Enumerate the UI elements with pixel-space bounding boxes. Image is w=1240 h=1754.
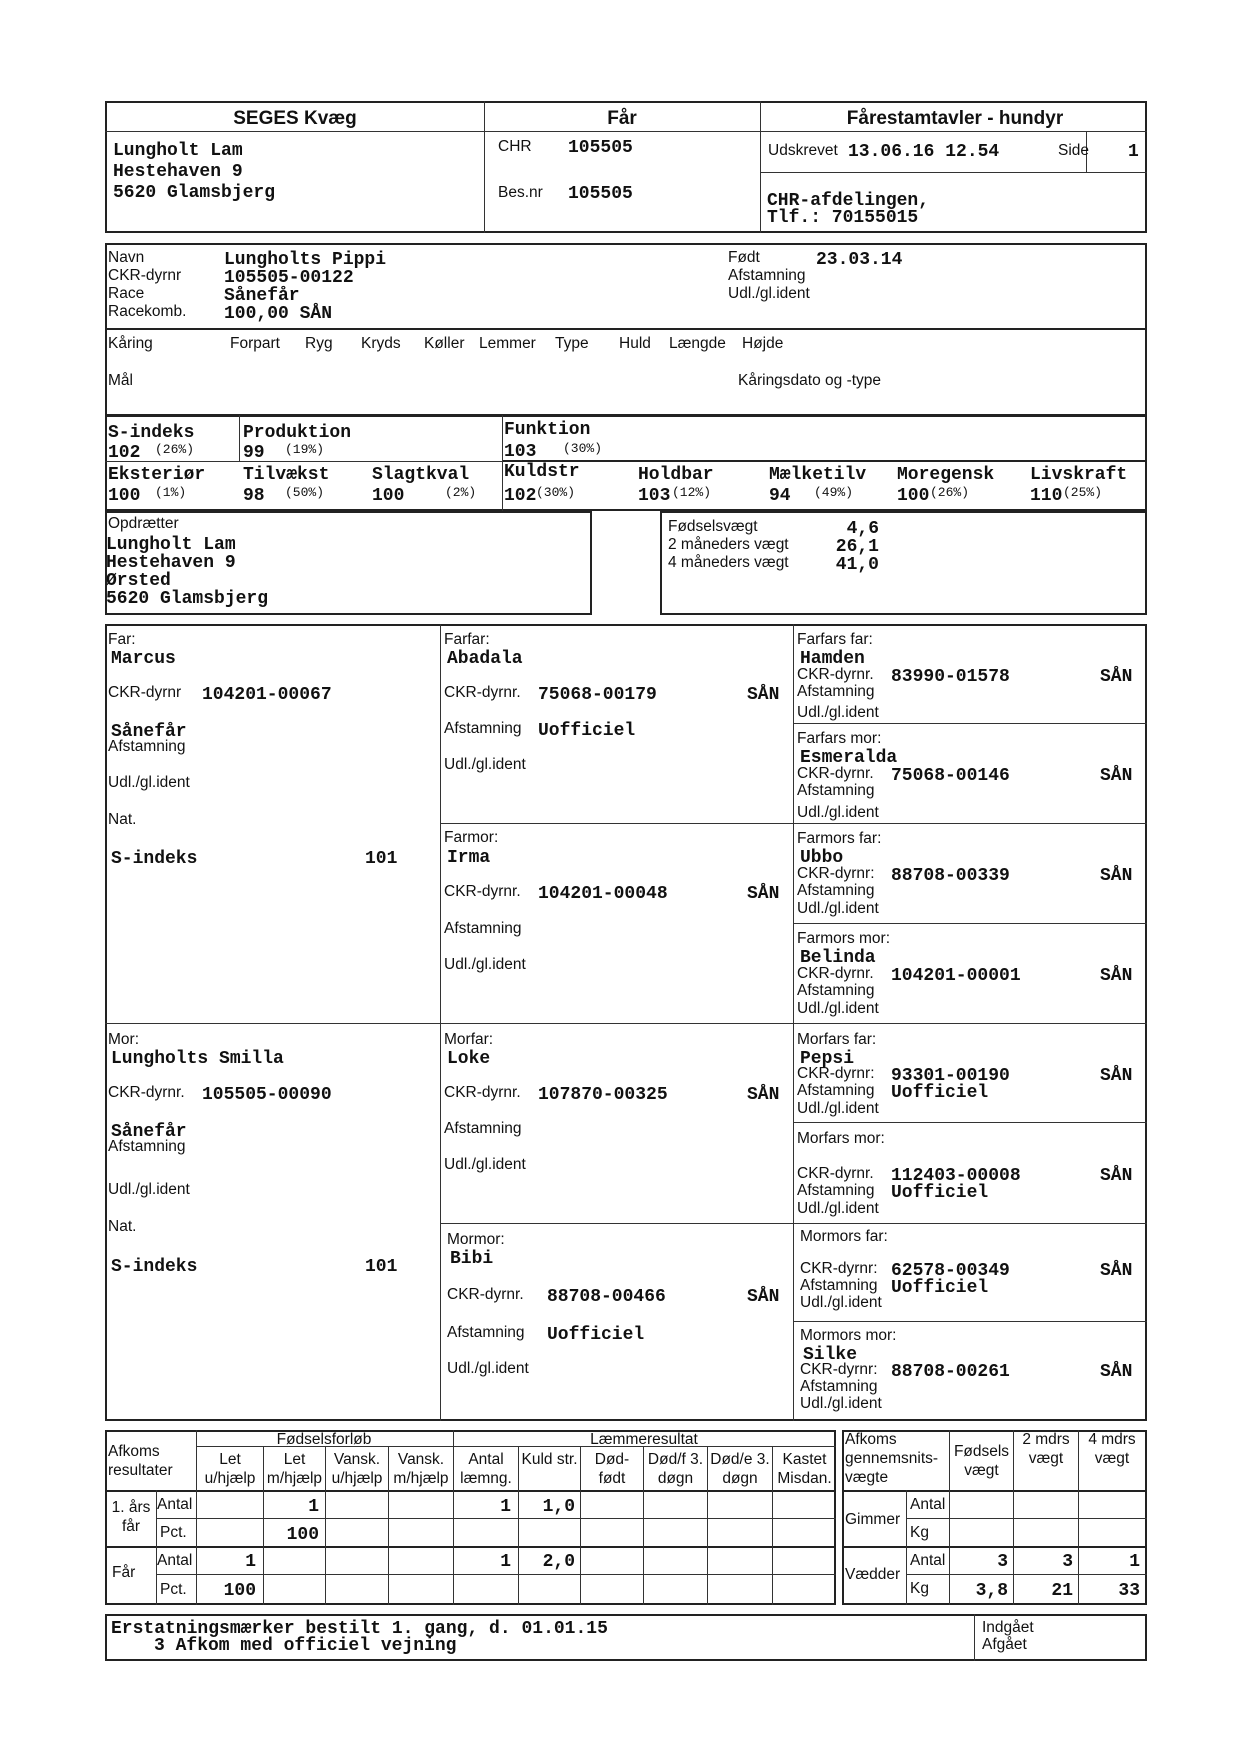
morfar-ckr-label: CKR-dyrnr. — [444, 1084, 521, 1101]
index-maelketilv-value: 94 — [769, 486, 791, 506]
label-navn: Navn — [108, 249, 145, 266]
index-tilvaekst-pct: (50%) — [285, 485, 325, 500]
ggp-mormor-far-afst: Uofficiel — [891, 1278, 989, 1298]
ggp-farfar-mor-race: SÅN — [1100, 766, 1133, 786]
label-afstamning: Afstamning — [728, 267, 806, 284]
weight-2m-label: 2 måneders vægt — [668, 536, 789, 553]
ggp-farmor-mor-title: Farmors mor: — [797, 930, 890, 947]
weight-4m-value: 41,0 — [835, 555, 879, 575]
species-label: Får — [607, 108, 637, 129]
results-col-dodf: Død/f 3. døgn — [647, 1451, 704, 1487]
ggp-mormor-mor-ckr-label: CKR-dyrnr: — [800, 1361, 878, 1378]
father-breed: Sånefår — [111, 722, 187, 742]
mother-title: Mor: — [108, 1031, 139, 1048]
avg-vaedder-kg-2m: 21 — [1051, 1581, 1073, 1601]
farfar-race: SÅN — [747, 685, 780, 705]
ggp-farfar-mor-ckr-label: CKR-dyrnr. — [797, 765, 874, 782]
farfar-afst: Uofficiel — [538, 721, 636, 741]
mother-breed: Sånefår — [111, 1122, 187, 1142]
index-slagtkval-value: 100 — [372, 486, 405, 506]
avg-vaedder-antal-birth: 3 — [997, 1552, 1008, 1572]
ggp-farfar-far-race: SÅN — [1100, 667, 1133, 687]
owner-line-1: Lungholt Lam — [113, 141, 243, 161]
index-maelketilv-pct: (49%) — [814, 485, 854, 500]
kaaring-col-ryg: Ryg — [305, 335, 333, 352]
ggp-farfar-far-udl-label: Udl./gl.ident — [797, 704, 879, 721]
kaaring-col-huld: Huld — [619, 335, 651, 352]
results-col-dodfodt: Død- født — [594, 1451, 630, 1487]
farmor-afst-label: Afstamning — [444, 920, 522, 937]
farfar-afst-label: Afstamning — [444, 720, 522, 737]
ggp-morfar-mor-udl-label: Udl./gl.ident — [797, 1200, 879, 1217]
father-name: Marcus — [111, 649, 176, 669]
results-group-lamb: Læmmeresultat — [590, 1431, 698, 1448]
index-moregensk-pct: (26%) — [930, 485, 970, 500]
kaaring-col-koller: Køller — [424, 335, 465, 352]
ggp-farmor-mor-ckr-label: CKR-dyrnr. — [797, 965, 874, 982]
avg-col-birth: Fødsels vægt — [953, 1443, 1010, 1479]
ggp-mormor-mor-afst-label: Afstamning — [800, 1378, 878, 1395]
mormor-name: Bibi — [450, 1249, 494, 1269]
ggp-mormor-mor-race: SÅN — [1100, 1362, 1133, 1382]
farfar-udl-label: Udl./gl.ident — [444, 756, 526, 773]
ggp-farmor-mor-ckr: 104201-00001 — [891, 966, 1021, 986]
results-row-1yr-antal-label: Antal — [157, 1496, 193, 1513]
avg-col-4m: 4 mdrs vægt — [1088, 1431, 1136, 1467]
footer-line-2: 3 Afkom med officiel vejning — [154, 1636, 457, 1656]
ggp-mormor-far-udl-label: Udl./gl.ident — [800, 1294, 882, 1311]
ggp-farfar-mor-ckr: 75068-00146 — [891, 766, 1010, 786]
results-col-dode: Død/e 3. døgn — [710, 1451, 770, 1487]
ggp-farmor-mor-race: SÅN — [1100, 966, 1133, 986]
results-row-faar-pct-label: Pct. — [160, 1581, 187, 1598]
index-funktion-value: 103 — [504, 442, 537, 462]
ggp-mormor-mor-name: Silke — [803, 1345, 858, 1365]
ggp-farmor-far-title: Farmors far: — [797, 830, 882, 847]
index-maelketilv-name: Mælketilv — [769, 465, 867, 485]
avg-vaedder-antal-2m: 3 — [1062, 1552, 1073, 1572]
ggp-farmor-far-afst-label: Afstamning — [797, 882, 875, 899]
mormor-ckr-label: CKR-dyrnr. — [447, 1286, 524, 1303]
besnr-value: 105505 — [568, 184, 633, 204]
father-udl-label: Udl./gl.ident — [108, 774, 190, 791]
results-row-faar-antal-label: Antal — [157, 1552, 193, 1569]
owner-line-2: Hestehaven 9 — [113, 162, 243, 182]
office-line-2: Tlf.: 70155015 — [767, 208, 919, 228]
result-faar-antal-antal: 1 — [500, 1552, 511, 1572]
breeder-line-3: Ørsted — [106, 571, 171, 591]
farmor-title: Farmor: — [444, 829, 499, 846]
maal-label: Mål — [108, 372, 133, 389]
result-1yr-antal-kuld: 1,0 — [542, 1497, 575, 1517]
footer-indgaet: Indgået — [982, 1619, 1034, 1636]
label-born: Født — [728, 249, 760, 266]
index-moregensk-value: 100 — [897, 486, 930, 506]
ggp-farfar-far-ckr: 83990-01578 — [891, 667, 1010, 687]
avg-vaedder-antal-4m: 1 — [1129, 1552, 1140, 1572]
index-eksterior-value: 100 — [108, 486, 141, 506]
farmor-ckr-label: CKR-dyrnr. — [444, 883, 521, 900]
results-title: Afkoms resultater — [108, 1443, 173, 1479]
result-1yr-pct-let-m: 100 — [286, 1525, 319, 1545]
document-title: Fårestamtavler - hundyr — [846, 108, 1064, 129]
office-line-1: CHR-afdelingen, — [767, 191, 930, 211]
ggp-morfar-far-afst-label: Afstamning — [797, 1082, 875, 1099]
index-tilvaekst-value: 98 — [243, 486, 265, 506]
morfar-ckr: 107870-00325 — [538, 1085, 668, 1105]
kaaring-col-lemmer: Lemmer — [479, 335, 536, 352]
org-name: SEGES Kvæg — [233, 108, 357, 129]
label-ckr: CKR-dyrnr — [108, 267, 182, 284]
index-kuldstr-value: 102 — [504, 486, 537, 506]
weight-birth-value: 4,6 — [846, 519, 879, 539]
mother-name: Lungholts Smilla — [111, 1049, 284, 1069]
kaaring-label: Kåring — [108, 335, 153, 352]
ggp-farfar-mor-afst-label: Afstamning — [797, 782, 875, 799]
results-group-birth: Fødselsforløb — [276, 1431, 372, 1448]
owner-line-3: 5620 Glamsbjerg — [113, 183, 276, 203]
result-faar-antal-let-u: 1 — [245, 1552, 256, 1572]
ggp-mormor-mor-ckr: 88708-00261 — [891, 1362, 1010, 1382]
ggp-morfar-far-afst: Uofficiel — [891, 1083, 989, 1103]
mother-udl-label: Udl./gl.ident — [108, 1181, 190, 1198]
morfar-name: Loke — [447, 1049, 491, 1069]
ggp-farfar-mor-title: Farfars mor: — [797, 730, 882, 747]
ggp-mormor-mor-udl-label: Udl./gl.ident — [800, 1395, 882, 1412]
ggp-morfar-mor-afst: Uofficiel — [891, 1183, 989, 1203]
chr-label: CHR — [498, 138, 532, 155]
index-eksterior-name: Eksteriør — [108, 465, 206, 485]
farfar-ckr: 75068-00179 — [538, 685, 657, 705]
ggp-morfar-far-ckr-label: CKR-dyrnr: — [797, 1065, 875, 1082]
ggp-farmor-far-ckr-label: CKR-dyrnr: — [797, 865, 875, 882]
animal-born: 23.03.14 — [816, 250, 903, 270]
mormor-race: SÅN — [747, 1287, 780, 1307]
ggp-morfar-far-race: SÅN — [1100, 1066, 1133, 1086]
avg-gimmer-label: Gimmer — [845, 1511, 901, 1528]
page-label: Side — [1058, 142, 1090, 159]
index-kuldstr-name: Kuldstr — [504, 462, 580, 482]
weight-2m-value: 26,1 — [835, 537, 879, 557]
index-slagtkval-name: Slagtkval — [372, 465, 470, 485]
father-afst-label: Afstamning — [108, 738, 186, 755]
kaaring-col-laengde: Længde — [669, 335, 726, 352]
farmor-name: Irma — [447, 848, 491, 868]
ggp-farmor-mor-afst-label: Afstamning — [797, 982, 875, 999]
mother-ckr-label: CKR-dyrnr. — [108, 1084, 185, 1101]
avg-gimmer-antal-label: Antal — [910, 1496, 946, 1513]
avg-weights-title: Afkoms gennemsnits-vægte — [845, 1431, 939, 1486]
breeder-line-4: 5620 Glamsbjerg — [106, 589, 269, 609]
ggp-mormor-far-ckr: 62578-00349 — [891, 1261, 1010, 1281]
mormor-afst-label: Afstamning — [447, 1324, 525, 1341]
ggp-farfar-far-title: Farfars far: — [797, 631, 873, 648]
avg-vaedder-kg-label: Kg — [910, 1580, 929, 1597]
results-row-1yr-label: 1. års får — [111, 1499, 151, 1535]
breeder-line-1: Lungholt Lam — [106, 535, 236, 555]
ggp-mormor-far-race: SÅN — [1100, 1261, 1133, 1281]
ggp-mormor-mor-title: Mormors mor: — [800, 1327, 897, 1344]
ggp-farfar-far-name: Hamden — [800, 649, 865, 669]
chr-value: 105505 — [568, 138, 633, 158]
label-race: Race — [108, 285, 145, 302]
ggp-morfar-mor-race: SÅN — [1100, 1166, 1133, 1186]
ggp-farfar-far-afst-label: Afstamning — [797, 683, 875, 700]
ggp-morfar-far-name: Pepsi — [800, 1049, 855, 1069]
result-faar-pct-let-u: 100 — [223, 1581, 256, 1601]
farfar-name: Abadala — [447, 649, 523, 669]
mother-nat-label: Nat. — [108, 1218, 137, 1235]
breeder-label: Opdrætter — [108, 515, 179, 532]
results-col-vansk-m: Vansk. m/hjælp — [393, 1451, 449, 1487]
avg-vaedder-kg-birth: 3,8 — [975, 1581, 1008, 1601]
ggp-farmor-far-race: SÅN — [1100, 866, 1133, 886]
avg-vaedder-antal-label: Antal — [910, 1552, 946, 1569]
result-1yr-antal-antal: 1 — [500, 1497, 511, 1517]
results-col-kuld: Kuld str. — [521, 1451, 578, 1468]
avg-vaedder-label: Vædder — [845, 1566, 901, 1583]
ggp-farmor-far-udl-label: Udl./gl.ident — [797, 900, 879, 917]
mother-afst-label: Afstamning — [108, 1138, 186, 1155]
mormor-afst: Uofficiel — [547, 1325, 645, 1345]
ggp-farfar-far-ckr-label: CKR-dyrnr. — [797, 666, 874, 683]
ggp-farfar-mor-name: Esmeralda — [800, 748, 898, 768]
father-sindeks-label: S-indeks — [111, 849, 198, 869]
mormor-udl-label: Udl./gl.ident — [447, 1360, 529, 1377]
index-moregensk-name: Moregensk — [897, 465, 995, 485]
index-sindeks-name: S-indeks — [108, 423, 195, 443]
kaaring-date-label: Kåringsdato og -type — [738, 372, 882, 389]
father-nat-label: Nat. — [108, 811, 137, 828]
ggp-farmor-far-name: Ubbo — [800, 848, 844, 868]
index-livskraft-name: Livskraft — [1030, 465, 1128, 485]
index-produktion-name: Produktion — [243, 423, 352, 443]
printed-value: 13.06.16 12.54 — [848, 142, 1000, 162]
ggp-mormor-far-title: Mormors far: — [800, 1228, 888, 1245]
breeder-line-2: Hestehaven 9 — [106, 553, 236, 573]
ggp-morfar-far-udl-label: Udl./gl.ident — [797, 1100, 879, 1117]
ggp-morfar-mor-afst-label: Afstamning — [797, 1182, 875, 1199]
index-holdbar-value: 103 — [638, 486, 671, 506]
father-ckr: 104201-00067 — [202, 685, 332, 705]
ggp-farfar-mor-udl-label: Udl./gl.ident — [797, 804, 879, 821]
result-faar-antal-kuld: 2,0 — [542, 1552, 575, 1572]
avg-col-2m: 2 mdrs vægt — [1022, 1431, 1070, 1467]
footer-afgaet: Afgået — [982, 1636, 1027, 1653]
index-tilvaekst-name: Tilvækst — [243, 465, 330, 485]
ggp-morfar-far-ckr: 93301-00190 — [891, 1066, 1010, 1086]
kaaring-col-kryds: Kryds — [361, 335, 401, 352]
weight-birth-label: Fødselsvægt — [668, 518, 758, 535]
ggp-farmor-far-ckr: 88708-00339 — [891, 866, 1010, 886]
besnr-label: Bes.nr — [498, 184, 543, 201]
farmor-udl-label: Udl./gl.ident — [444, 956, 526, 973]
index-produktion-pct: (19%) — [285, 442, 325, 457]
father-sindeks: 101 — [365, 849, 398, 869]
ggp-morfar-mor-title: Morfars mor: — [797, 1130, 885, 1147]
avg-gimmer-kg-label: Kg — [910, 1524, 929, 1541]
footer-line-1: Erstatningsmærker bestilt 1. gang, d. 01.01.15 — [111, 1619, 608, 1639]
farfar-title: Farfar: — [444, 631, 490, 648]
father-title: Far: — [108, 631, 136, 648]
results-col-antal: Antal læmng. — [460, 1451, 512, 1487]
index-sindeks-pct: (26%) — [155, 442, 195, 457]
morfar-udl-label: Udl./gl.ident — [444, 1156, 526, 1173]
index-produktion-value: 99 — [243, 443, 265, 463]
kaaring-col-forpart: Forpart — [230, 335, 280, 352]
index-holdbar-pct: (12%) — [672, 485, 712, 500]
father-ckr-label: CKR-dyrnr — [108, 684, 182, 701]
index-eksterior-pct: (1%) — [155, 485, 187, 500]
printed-label: Udskrevet — [768, 142, 838, 159]
mother-sindeks-label: S-indeks — [111, 1257, 198, 1277]
ggp-morfar-mor-ckr: 112403-00008 — [891, 1166, 1021, 1186]
results-row-faar-label: Får — [112, 1564, 136, 1581]
kaaring-col-type: Type — [555, 335, 589, 352]
animal-name: Lungholts Pippi — [224, 250, 387, 270]
result-1yr-antal-let-m: 1 — [308, 1497, 319, 1517]
farfar-ckr-label: CKR-dyrnr. — [444, 684, 521, 701]
results-row-1yr-pct-label: Pct. — [160, 1524, 187, 1541]
ggp-mormor-far-ckr-label: CKR-dyrnr: — [800, 1260, 878, 1277]
index-sindeks-value: 102 — [108, 443, 141, 463]
ggp-morfar-mor-ckr-label: CKR-dyrnr. — [797, 1165, 874, 1182]
index-slagtkval-pct: (2%) — [445, 485, 477, 500]
weight-4m-label: 4 måneders vægt — [668, 554, 789, 571]
ggp-farmor-mor-name: Belinda — [800, 948, 876, 968]
index-livskraft-pct: (25%) — [1063, 485, 1103, 500]
mother-sindeks: 101 — [365, 1257, 398, 1277]
animal-ckr: 105505-00122 — [224, 268, 354, 288]
ggp-mormor-far-afst-label: Afstamning — [800, 1277, 878, 1294]
label-racekomb: Racekomb. — [108, 303, 187, 320]
label-udl: Udl./gl.ident — [728, 285, 810, 302]
results-col-let-m: Let m/hjælp — [266, 1451, 323, 1487]
farmor-race: SÅN — [747, 884, 780, 904]
index-holdbar-name: Holdbar — [638, 465, 714, 485]
morfar-title: Morfar: — [444, 1031, 494, 1048]
animal-race: Sånefår — [224, 286, 300, 306]
mormor-ckr: 88708-00466 — [547, 1287, 666, 1307]
index-funktion-name: Funktion — [504, 420, 591, 440]
ggp-farmor-mor-udl-label: Udl./gl.ident — [797, 1000, 879, 1017]
index-livskraft-value: 110 — [1030, 486, 1063, 506]
index-kuldstr-pct: (30%) — [536, 485, 576, 500]
results-col-kastet: Kastet Misdan. — [777, 1451, 832, 1487]
morfar-afst-label: Afstamning — [444, 1120, 522, 1137]
avg-vaedder-kg-4m: 33 — [1118, 1581, 1140, 1601]
results-col-vansk-u: Vansk. u/hjælp — [331, 1451, 383, 1487]
results-col-let-u: Let u/hjælp — [204, 1451, 256, 1487]
animal-racekomb: 100,00 SÅN — [224, 304, 333, 324]
farmor-ckr: 104201-00048 — [538, 884, 668, 904]
page-number: 1 — [1128, 142, 1139, 162]
kaaring-col-hojde: Højde — [742, 335, 784, 352]
morfar-race: SÅN — [747, 1085, 780, 1105]
mormor-title: Mormor: — [447, 1231, 505, 1248]
ggp-morfar-far-title: Morfars far: — [797, 1031, 877, 1048]
index-funktion-pct: (30%) — [563, 441, 603, 456]
mother-ckr: 105505-00090 — [202, 1085, 332, 1105]
